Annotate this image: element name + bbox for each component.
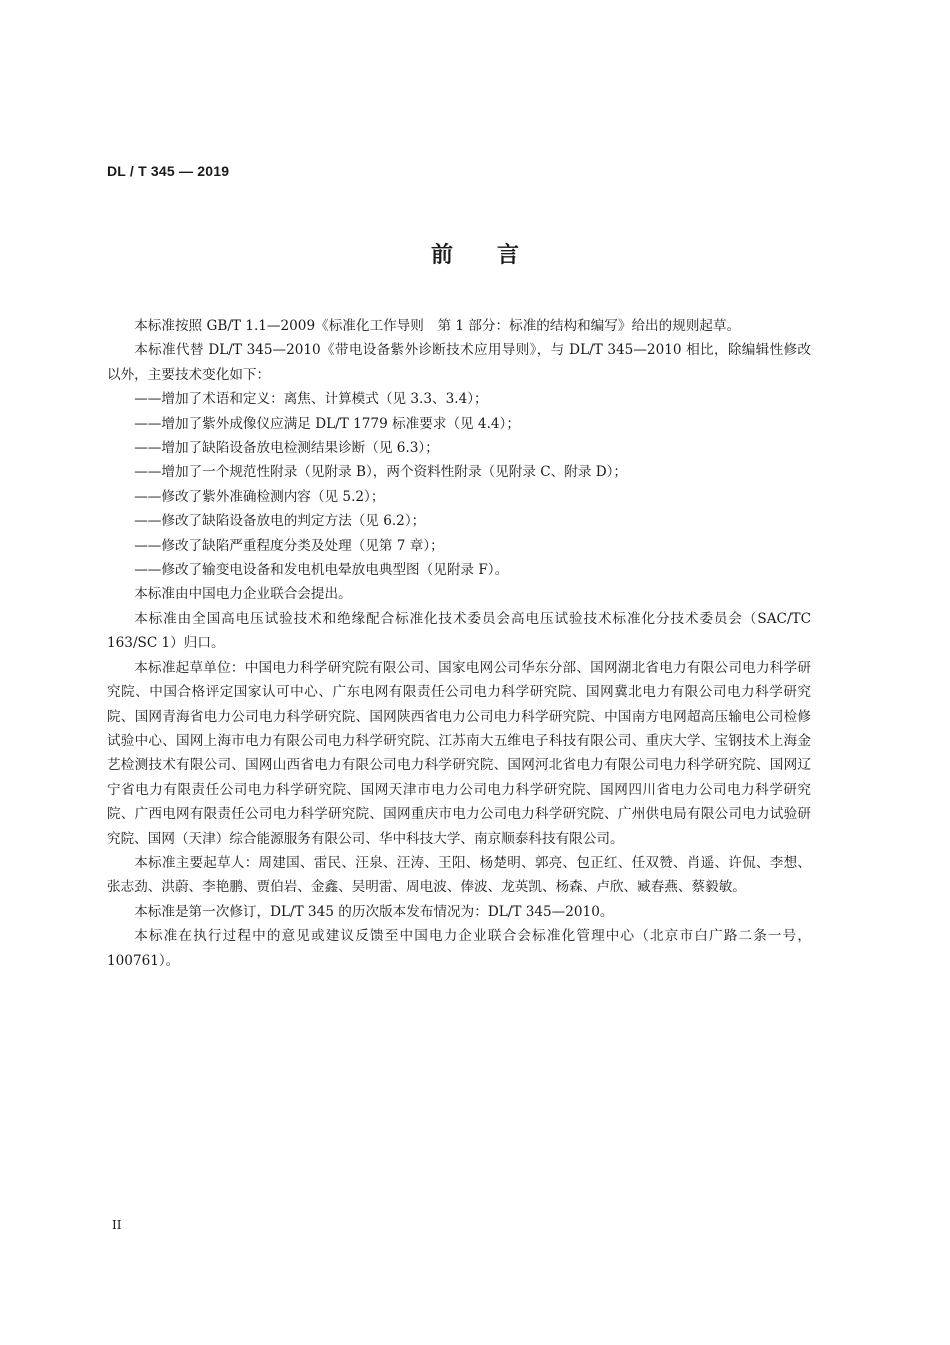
paragraph-drafters: 本标准主要起草人：周建国、雷民、汪泉、汪涛、王阳、杨楚明、郭亮、包正红、任双赞、肖遥、许侃、李想、张志劲、洪蔚、李艳鹏、贾伯岩、金鑫、吴明雷、周电波、俸波、龙英凯、杨森、卢欣、臧春燕、蔡毅敏。 [107,854,811,896]
page-number: II [112,1218,122,1232]
paragraph-proposer: 本标准由中国电力企业联合会提出。 [134,586,352,603]
change-item: ——修改了紫外准确检测内容（见 5.2）； [134,488,385,505]
foreword-body [107,314,811,973]
change-item: ——增加了术语和定义：离焦、计算模式（见 3.3、3.4）； [134,391,488,408]
paragraph-drafting-rules: 本标准按照 GB/T 1.1—2009《标准化工作导则 第 1 部分：标准的结构和编写》给出的规则起草。 [134,318,741,334]
paragraph-committee: 本标准由全国高电压试验技术和绝缘配合标准化技术委员会高电压试验技术标准化分技术委员会（SAC/TC 163/SC 1）归口。 [107,610,811,652]
paragraph-replacement: 本标准代替 DL/T 345—2010《带电设备紫外诊断技术应用导则》，与 DL/T 345—2010 相比，除编辑性修改以外，主要技术变化如下： [107,342,811,383]
change-item: ——修改了缺陷设备放电的判定方法（见 6.2）； [134,513,426,530]
change-item: ——修改了输变电设备和发电机电晕放电典型图（见附录 F）。 [134,562,509,579]
paragraph-revision-history: 本标准是第一次修订，DL/T 345 的历次版本发布情况为：DL/T 345—2010。 [134,903,614,920]
change-item: ——修改了缺陷严重程度分类及处理（见第 7 章）； [134,537,444,554]
page-title: 前言 [430,243,563,268]
change-item: ——增加了紫外成像仪应满足 DL/T 1779 标准要求（见 4.4）； [134,415,520,432]
change-item: ——增加了一个规范性附录（见附录 B），两个资料性附录（见附录 C、附录 D）； [134,464,628,481]
change-item: ——增加了缺陷设备放电检测结果诊断（见 6.3）； [134,440,439,457]
paragraph-feedback: 本标准在执行过程中的意见或建议反馈至中国电力企业联合会标准化管理中心（北京市白广路二条一号，100761）。 [107,928,811,969]
document-code: DL / T 345 — 2019 [107,163,230,179]
paragraph-drafting-units: 本标准起草单位：中国电力科学研究院有限公司、国家电网公司华东分部、国网湖北省电力有限公司电力科学研究院、中国合格评定国家认可中心、广东电网有限责任公司电力科学研究院、国网冀北电力有限公司电力科学研究院、国网青海省电力公司电力科学研究院、国网陕西省电力公司电力科学研究院、中国南方电网超高压输电公司检修试验中心、国网上海市电力有限公司电力科学研究院、江苏南大五维电子科技有限公司、重庆大学、宝钢技术上海金艺检测技术有限公司、国网山西省电力有限公司电力科学研究院、国网河北省电力有限公司电力科学研究院、国网辽宁省电力有限责任公司电力科学研究院、国网天津市电力公司电力科学研究院、国网四川省电力公司电力科学研究院、广西电网有限责任公司电力科学研究院、国网重庆市电力公司电力科学研究院、广州供电局有限公司电力试验研究院、国网（天津）综合能源服务有限公司、华中科技大学、南京顺泰科技有限公司。 [107,659,811,847]
